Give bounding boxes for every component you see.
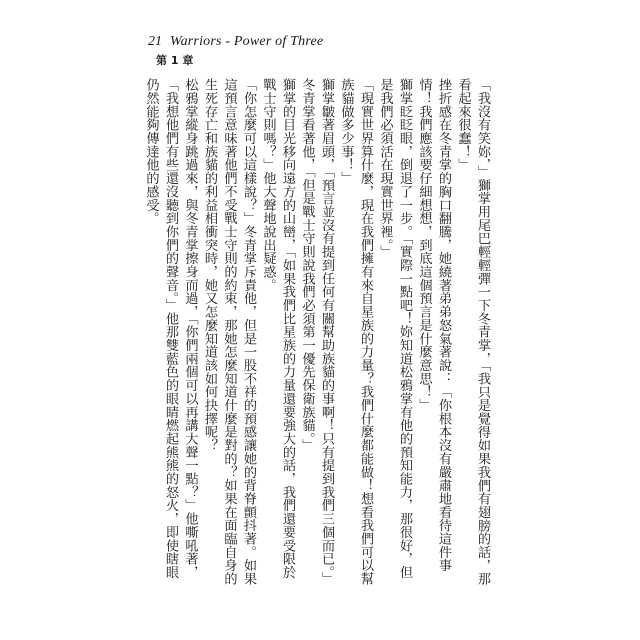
paragraph: 松鴉掌縱身跳過來，與冬青掌擦身而過，「你們兩個可以再講大聲一點？」他嘶吼著，「我想他們有些還沒聽到你們的聲音。」他那雙藍色的眼睛燃起熊熊的怒火，即使瞎眼仍然能夠傳達他的感受。 <box>143 78 198 579</box>
book-title: Warriors - Power of Three <box>170 34 324 49</box>
paragraph: 挫折感在冬青掌的胸口翻騰，她繞著弟弟怒氣著說：「你根本沒有嚴肅地看待這件事情！我們應該要仔細想想，到底這個預言是什麼意思！」 <box>416 78 451 572</box>
paragraph: 「你怎麼可以這樣說？」冬青掌斥責他，但是一股不祥的預感讓她的背脊顫抖著。如果這預言意味著他們不受戰士守則的約束，那她怎麼知道什麼是對的？如果在面臨自身的生死存亡和族貓的利益相衝突時，她又怎麼知道該如何抉擇呢？ <box>202 78 256 586</box>
paragraph: 獅掌的目光移向遠方的山巒，「如果我們比星族的力量還要強大的話，我們還要受限於戰士守則嗎？」他大聲地說出疑惑。 <box>260 78 295 579</box>
paragraph: 獅掌皺著眉頭，「預言並沒有提到任何有關幫助族貓的事啊！只有提到我們三個而已。」冬青掌看著他，「但是戰士守則說我們必須第一優先保衛族貓。」 <box>299 78 334 586</box>
page-number: 21 <box>148 34 162 49</box>
chapter-heading: 第 1 章 <box>156 54 194 67</box>
paragraph: 「現實世界算什麼，現在我們擁有來自星族的力量？我們什麼都能做！想看我們可以幫族貓做多少事！」 <box>338 78 373 586</box>
body-text <box>143 78 492 590</box>
paragraph: 獅掌眨眨眼，倒退了一步。「實際一點吧！妳知道松鴉掌有他的預知能力，那很好，但是我們必須活在現實世界裡。」 <box>377 78 412 579</box>
page-header <box>148 30 508 70</box>
paragraph: 「我沒有笑妳，」獅掌用尾巴輕輕彈一下冬青掌，「我只是覺得如果我們有翅膀的話，那看起來很蠢！」 <box>455 78 490 586</box>
